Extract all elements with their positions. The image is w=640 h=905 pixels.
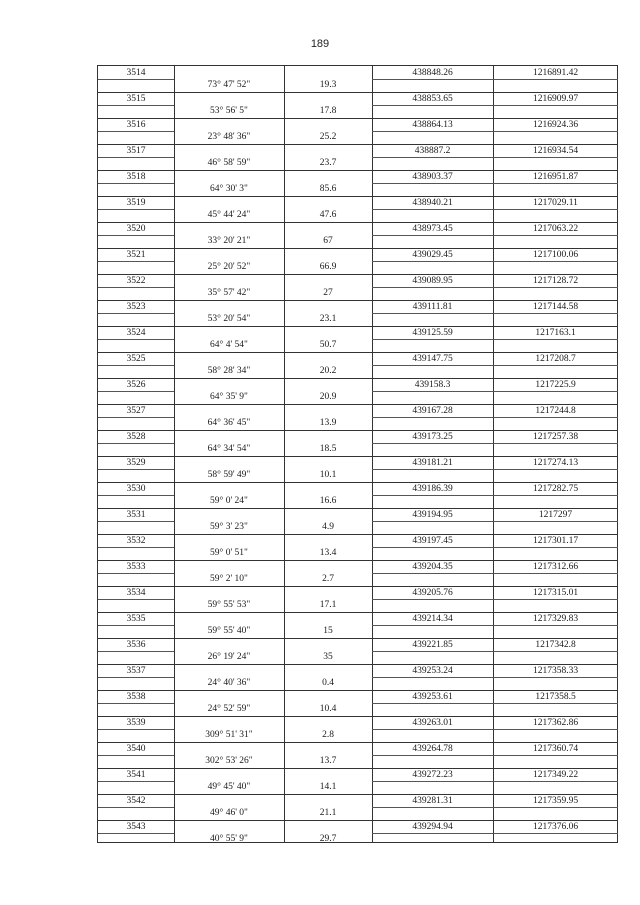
easting-cell: 1217208.7 (535, 354, 576, 364)
point-id-cell: 3541 (126, 770, 146, 780)
northing-cell: 439029.45 (412, 250, 453, 260)
row-half-divider (372, 131, 618, 132)
point-id-cell: 3542 (126, 796, 146, 806)
northing-cell: 439253.61 (412, 692, 453, 702)
row-half-divider (98, 573, 174, 574)
easting-cell: 1217128.72 (532, 276, 579, 286)
row-divider (98, 430, 617, 431)
row-half-divider (98, 235, 174, 236)
point-id-cell: 3522 (126, 276, 146, 286)
easting-cell: 1217329.83 (532, 614, 579, 624)
table-row (98, 92, 617, 118)
row-half-divider (98, 547, 174, 548)
row-half-divider (372, 807, 618, 808)
easting-cell: 1217349.22 (532, 770, 579, 780)
northing-cell: 438853.65 (412, 94, 453, 104)
bearing-cell: 33° 20' 21" (207, 236, 251, 246)
distance-cell: 10.4 (319, 704, 337, 714)
bearing-cell: 64° 36' 45" (207, 418, 251, 428)
point-id-cell: 3538 (126, 692, 146, 702)
easting-cell: 1217301.17 (532, 536, 579, 546)
point-id-cell: 3517 (126, 146, 146, 156)
easting-cell: 1217360.74 (532, 744, 579, 754)
row-divider (98, 352, 617, 353)
point-id-cell: 3536 (126, 640, 146, 650)
northing-cell: 439214.34 (412, 614, 453, 624)
easting-cell: 1217297 (538, 510, 573, 520)
row-half-divider (98, 79, 174, 80)
row-half-divider (98, 625, 174, 626)
easting-cell: 1217029.11 (533, 198, 578, 208)
easting-cell: 1216951.87 (532, 172, 579, 182)
row-half-divider (372, 599, 618, 600)
easting-cell: 1216924.36 (532, 120, 579, 130)
row-half-divider (372, 365, 618, 366)
row-half-divider (98, 443, 174, 444)
easting-cell: 1217315.01 (532, 588, 579, 598)
northing-cell: 438973.45 (412, 224, 453, 234)
row-half-divider (372, 391, 618, 392)
row-divider (98, 248, 617, 249)
row-half-divider (98, 105, 174, 106)
bearing-cell: 53° 20' 54" (207, 314, 251, 324)
distance-cell: 13.7 (319, 756, 337, 766)
easting-cell: 1217358.33 (532, 666, 579, 676)
northing-cell: 439281.31 (412, 796, 453, 806)
table-row (98, 508, 617, 534)
northing-cell: 438903.37 (412, 172, 453, 182)
bearing-cell: 25° 20' 52" (207, 262, 251, 272)
row-half-divider (372, 339, 618, 340)
bearing-cell: 64° 4' 54" (210, 340, 248, 350)
row-divider (98, 612, 617, 613)
row-half-divider (372, 677, 618, 678)
row-divider (98, 482, 617, 483)
distance-cell: 14.1 (319, 782, 337, 792)
row-divider (98, 196, 617, 197)
northing-cell: 439253.24 (412, 666, 453, 676)
bearing-cell: 64° 34' 54" (207, 444, 251, 454)
table-row (98, 66, 617, 92)
point-id-cell: 3532 (126, 536, 146, 546)
table-row (98, 118, 617, 144)
bearing-cell: 309° 51' 31" (205, 730, 253, 740)
point-id-cell: 3523 (126, 302, 146, 312)
row-half-divider (372, 443, 618, 444)
northing-cell: 439186.39 (412, 484, 453, 494)
bearing-cell: 59° 0' 24" (210, 496, 248, 506)
row-half-divider (98, 417, 174, 418)
row-half-divider (372, 105, 618, 106)
point-id-cell: 3524 (126, 328, 146, 338)
easting-cell: 1217144.58 (532, 302, 579, 312)
row-half-divider (372, 651, 618, 652)
row-half-divider (372, 729, 618, 730)
row-half-divider (98, 339, 174, 340)
point-id-cell: 3540 (126, 744, 146, 754)
row-half-divider (98, 365, 174, 366)
row-half-divider (372, 417, 618, 418)
row-half-divider (98, 261, 174, 262)
row-divider (98, 170, 617, 171)
easting-cell: 1216934.54 (532, 146, 579, 156)
row-divider (98, 326, 617, 327)
row-half-divider (372, 833, 618, 834)
row-divider (98, 586, 617, 587)
distance-cell: 16.6 (319, 496, 337, 506)
row-divider (98, 742, 617, 743)
distance-cell: 17.1 (319, 600, 337, 610)
northing-cell: 439263.01 (412, 718, 453, 728)
distance-cell: 20.2 (319, 366, 337, 376)
row-half-divider (98, 521, 174, 522)
row-half-divider (372, 755, 618, 756)
table-row (98, 560, 617, 586)
bearing-cell: 24° 52' 59" (207, 704, 251, 714)
bearing-cell: 64° 35' 9" (210, 392, 248, 402)
point-id-cell: 3530 (126, 484, 146, 494)
row-half-divider (372, 469, 618, 470)
easting-cell: 1217274.13 (532, 458, 579, 468)
row-half-divider (372, 235, 618, 236)
bearing-cell: 59° 55' 53" (207, 600, 251, 610)
row-divider (98, 560, 617, 561)
table-row (98, 222, 617, 248)
easting-cell: 1217163.1 (535, 328, 576, 338)
row-half-divider (372, 209, 618, 210)
northing-cell: 439197.45 (412, 536, 453, 546)
easting-cell: 1217359.95 (532, 796, 579, 806)
coordinate-table (97, 65, 618, 843)
row-half-divider (98, 209, 174, 210)
row-half-divider (372, 261, 618, 262)
northing-cell: 439158.3 (414, 380, 451, 390)
row-half-divider (372, 547, 618, 548)
bearing-cell: 58° 59' 49" (207, 470, 251, 480)
row-half-divider (98, 313, 174, 314)
point-id-cell: 3537 (126, 666, 146, 676)
distance-cell: 66.9 (319, 262, 337, 272)
easting-cell: 1217362.86 (532, 718, 579, 728)
row-divider (98, 820, 617, 821)
northing-cell: 439181.21 (412, 458, 453, 468)
row-half-divider (98, 157, 174, 158)
easting-cell: 1217225.9 (535, 380, 576, 390)
bearing-cell: 45° 44' 24" (207, 210, 251, 220)
northing-cell: 438940.21 (412, 198, 453, 208)
row-divider (98, 274, 617, 275)
distance-cell: 29.7 (319, 834, 337, 844)
bearing-cell: 64° 30' 3" (210, 184, 248, 194)
bearing-cell: 24° 40' 36" (207, 678, 251, 688)
table-row (98, 690, 617, 716)
bearing-cell: 23° 48' 36" (207, 132, 251, 142)
point-id-cell: 3518 (126, 172, 146, 182)
bearing-cell: 26° 19' 24" (207, 652, 251, 662)
easting-cell: 1217257.38 (532, 432, 579, 442)
bearing-cell: 49° 46' 0" (210, 808, 248, 818)
northing-cell: 439173.25 (412, 432, 453, 442)
row-half-divider (372, 157, 618, 158)
row-divider (98, 638, 617, 639)
northing-cell: 439204.35 (412, 562, 453, 572)
table-row (98, 638, 617, 664)
row-divider (98, 222, 617, 223)
bearing-cell: 35° 57' 42" (207, 288, 251, 298)
point-id-cell: 3531 (126, 510, 146, 520)
easting-cell: 1217244.8 (535, 406, 576, 416)
bearing-cell: 40° 55' 9" (210, 834, 248, 844)
table-row (98, 326, 617, 352)
point-id-cell: 3529 (126, 458, 146, 468)
row-half-divider (372, 781, 618, 782)
table-row (98, 378, 617, 404)
easting-cell: 1217100.06 (532, 250, 579, 260)
distance-cell: 0.4 (322, 678, 334, 688)
row-divider (98, 534, 617, 535)
distance-cell: 27 (323, 288, 333, 298)
row-half-divider (98, 287, 174, 288)
row-half-divider (98, 833, 174, 834)
bearing-cell: 59° 55' 40" (207, 626, 251, 636)
point-id-cell: 3534 (126, 588, 146, 598)
row-half-divider (372, 287, 618, 288)
row-divider (98, 378, 617, 379)
table-row (98, 742, 617, 768)
distance-cell: 35 (323, 652, 333, 662)
row-divider (98, 92, 617, 93)
bearing-cell: 59° 2' 10" (210, 574, 248, 584)
row-half-divider (98, 755, 174, 756)
point-id-cell: 3519 (126, 198, 146, 208)
table-row (98, 586, 617, 612)
table-row (98, 170, 617, 196)
distance-cell: 23.7 (319, 158, 337, 168)
distance-cell: 25.2 (319, 132, 337, 142)
row-half-divider (98, 469, 174, 470)
row-half-divider (372, 625, 618, 626)
page-number: 189 (310, 38, 330, 50)
distance-cell: 23.1 (319, 314, 337, 324)
northing-cell: 439147.75 (412, 354, 453, 364)
northing-cell: 439089.95 (412, 276, 453, 286)
table-row (98, 196, 617, 222)
northing-cell: 439272.23 (412, 770, 453, 780)
table-row (98, 248, 617, 274)
northing-cell: 438848.26 (412, 68, 453, 78)
table-row (98, 820, 617, 846)
table-row (98, 482, 617, 508)
row-half-divider (372, 313, 618, 314)
point-id-cell: 3539 (126, 718, 146, 728)
row-divider (98, 794, 617, 795)
northing-cell: 439111.81 (412, 302, 453, 312)
point-id-cell: 3514 (126, 68, 146, 78)
row-half-divider (98, 729, 174, 730)
row-half-divider (98, 131, 174, 132)
point-id-cell: 3516 (126, 120, 146, 130)
row-half-divider (98, 651, 174, 652)
point-id-cell: 3515 (126, 94, 146, 104)
row-divider (98, 508, 617, 509)
table-row (98, 352, 617, 378)
row-half-divider (372, 79, 618, 80)
northing-cell: 439264.78 (412, 744, 453, 754)
row-divider (98, 690, 617, 691)
bearing-cell: 53° 56' 5" (210, 106, 248, 116)
row-half-divider (372, 703, 618, 704)
bearing-cell: 59° 0' 51" (210, 548, 248, 558)
table-row (98, 534, 617, 560)
point-id-cell: 3527 (126, 406, 146, 416)
northing-cell: 439125.59 (412, 328, 453, 338)
row-divider (98, 118, 617, 119)
bearing-cell: 49° 45' 40" (207, 782, 251, 792)
bearing-cell: 302° 53' 26" (205, 756, 253, 766)
distance-cell: 2.7 (322, 574, 334, 584)
row-divider (98, 300, 617, 301)
row-divider (98, 456, 617, 457)
table-row (98, 612, 617, 638)
table-row (98, 456, 617, 482)
northing-cell: 439167.28 (412, 406, 453, 416)
northing-cell: 438864.13 (412, 120, 453, 130)
distance-cell: 15 (323, 626, 333, 636)
distance-cell: 13.4 (319, 548, 337, 558)
row-half-divider (372, 495, 618, 496)
row-half-divider (98, 391, 174, 392)
row-half-divider (372, 183, 618, 184)
table-row (98, 664, 617, 690)
easting-cell: 1217282.75 (532, 484, 579, 494)
distance-cell: 13.9 (319, 418, 337, 428)
easting-cell: 1217358.5 (535, 692, 576, 702)
distance-cell: 18.5 (319, 444, 337, 454)
row-half-divider (98, 677, 174, 678)
table-row (98, 144, 617, 170)
northing-cell: 439294.94 (412, 822, 453, 832)
row-divider (98, 768, 617, 769)
point-id-cell: 3521 (126, 250, 146, 260)
bearing-cell: 58° 28' 34" (207, 366, 251, 376)
table-row (98, 768, 617, 794)
easting-cell: 1217063.22 (532, 224, 579, 234)
row-divider (98, 404, 617, 405)
bearing-cell: 59° 3' 23" (210, 522, 248, 532)
distance-cell: 20.9 (319, 392, 337, 402)
easting-cell: 1217342.8 (535, 640, 576, 650)
northing-cell: 439205.76 (412, 588, 453, 598)
row-half-divider (98, 703, 174, 704)
row-half-divider (98, 495, 174, 496)
row-half-divider (98, 183, 174, 184)
distance-cell: 17.8 (319, 106, 337, 116)
point-id-cell: 3525 (126, 354, 146, 364)
bearing-cell: 46° 58' 59" (207, 158, 251, 168)
row-divider (98, 144, 617, 145)
point-id-cell: 3533 (126, 562, 146, 572)
row-half-divider (98, 599, 174, 600)
point-id-cell: 3520 (126, 224, 146, 234)
row-divider (98, 664, 617, 665)
table-row (98, 300, 617, 326)
distance-cell: 21.1 (319, 808, 337, 818)
row-half-divider (372, 573, 618, 574)
bearing-cell: 73° 47' 52" (207, 80, 251, 90)
point-id-cell: 3528 (126, 432, 146, 442)
distance-cell: 4.9 (322, 522, 334, 532)
row-divider (98, 716, 617, 717)
point-id-cell: 3543 (126, 822, 146, 832)
easting-cell: 1216891.42 (532, 68, 579, 78)
table-row (98, 404, 617, 430)
table-row (98, 716, 617, 742)
distance-cell: 47.6 (319, 210, 337, 220)
table-row (98, 794, 617, 820)
easting-cell: 1216909.97 (532, 94, 579, 104)
row-half-divider (98, 807, 174, 808)
point-id-cell: 3526 (126, 380, 146, 390)
distance-cell: 67 (323, 236, 333, 246)
distance-cell: 19.3 (319, 80, 337, 90)
table-row (98, 274, 617, 300)
distance-cell: 85.6 (319, 184, 337, 194)
row-half-divider (372, 521, 618, 522)
northing-cell: 439221.85 (412, 640, 453, 650)
row-half-divider (98, 781, 174, 782)
distance-cell: 10.1 (319, 470, 337, 480)
distance-cell: 2.8 (322, 730, 334, 740)
northing-cell: 439194.95 (412, 510, 453, 520)
northing-cell: 438887.2 (414, 146, 451, 156)
easting-cell: 1217312.66 (532, 562, 579, 572)
easting-cell: 1217376.06 (532, 822, 579, 832)
table-row (98, 430, 617, 456)
distance-cell: 50.7 (319, 340, 337, 350)
point-id-cell: 3535 (126, 614, 146, 624)
